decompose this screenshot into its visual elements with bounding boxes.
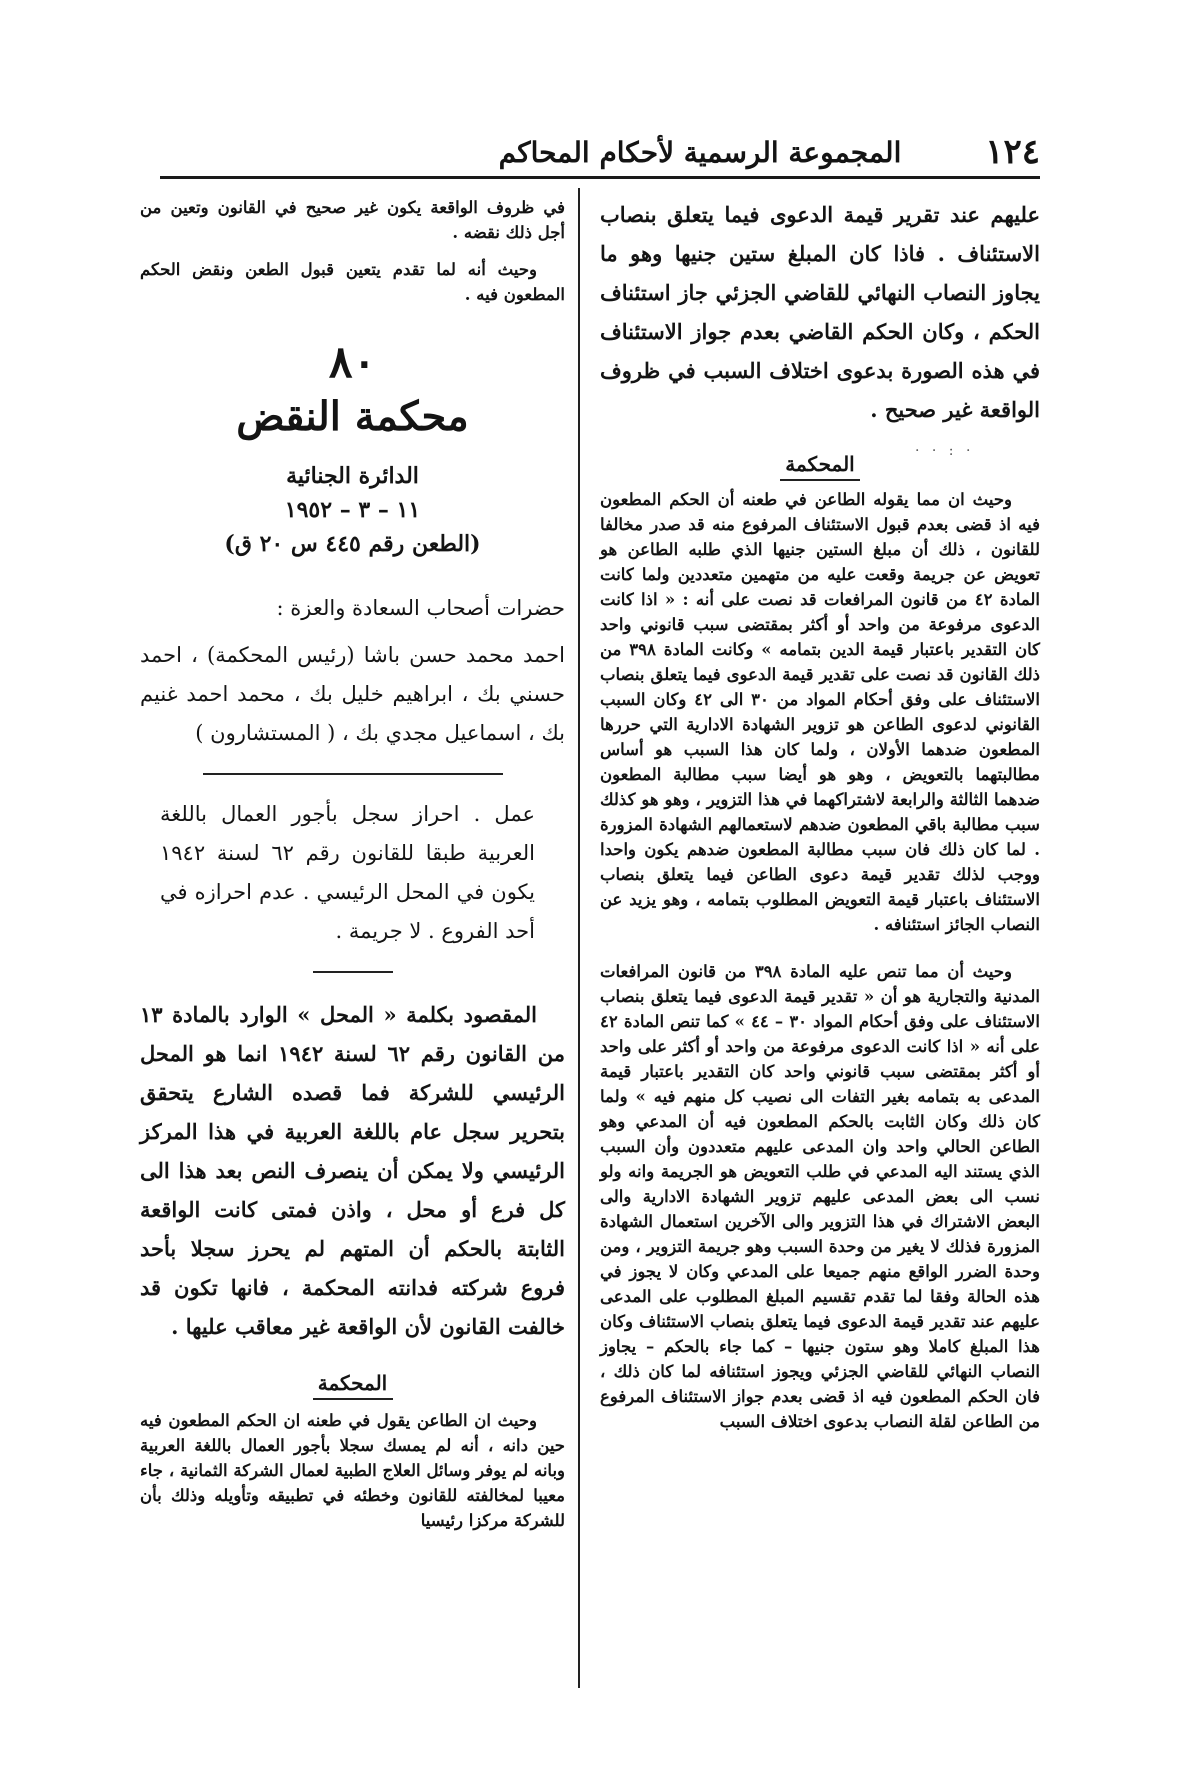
section-heading-court-2: المحكمة bbox=[317, 1371, 388, 1395]
judges-intro: حضرات أصحاب السعادة والعزة : bbox=[276, 596, 565, 620]
judgment-continuation: في ظروف الواقعة يكون غير صحيح في القانون وتعين من أجل ذلك نقضه . bbox=[140, 198, 565, 242]
left-column bbox=[140, 195, 565, 1533]
page-header bbox=[160, 132, 1040, 172]
page-number: ١٢٤ bbox=[985, 132, 1040, 172]
judgment-date: ١١ – ٣ – ١٩٥٢ bbox=[284, 497, 421, 523]
case-summary: عمل . احراز سجل بأجور العمال باللغة العربية طبقا للقانون رقم ٦٢ لسنة ١٩٤٢ يكون في المحل الرئيسي . عدم احرازه في أحد الفروع . لا جريمة . bbox=[160, 802, 535, 943]
case-number: ٨٠ bbox=[328, 337, 377, 388]
right-column bbox=[600, 195, 1040, 1434]
section-heading-court: المحكمة bbox=[785, 452, 855, 476]
final-reasoning: وحيث ان الطاعن يقول في طعنه ان الحكم المطعون فيه حين دانه ، أنه لم يمسك سجلا بأجور العمال باللغة العربية وبانه لم يوفر وسائل العلاج الطبية لعمال الشركة الثمانية ، جاء معيبا لمخالفته للقانون وخطئه في تطبيقه وتأويله وذلك بأن للشركة مركزا رئيسيا bbox=[140, 1411, 565, 1530]
reasoning-paragraph-2: وحيث أن مما تنص عليه المادة ٣٩٨ من قانون المرافعات المدنية والتجارية هو أن « تقدير قيمة الدعوى فيما يتعلق بنصاب الاستئناف على وفق أحكام المواد ٣٠ – ٤٤ » كما تنص المادة ٤٢ على أنه « اذا كانت الدعوى مرفوعة من واحد أو أكثر على واحد أو أكثر بمقتضى سبب قانوني واحد كان التقدير باعتبار قيمة المدعى به بتمامه بغير التفات الى نصيب كل منهم فيه » ولما كان ذلك وكان الثابت بالحكم المطعون فيه أن المدعي وهو الطاعن الحالي واحد وان المدعى عليهم متعددون وأن السبب الذي يستند اليه المدعي في طلب التعويض هو الجريمة وانه ولو نسب الى بعض المدعى عليهم تزوير الشهادة الادارية والى البعض الاشتراك في هذا التزوير والى الآخرين استعمال الشهادة المزورة فذلك لا يغير من وحدة السبب وهو جريمة التزوير ، ومن وحدة الضرر الواقع منهم جميعا على المدعي وكان لا يجوز في هذه الحالة وفقا لما تقدم تقسيم المبلغ المطلوب على المدعى عليهم عند تقدير قيمة الدعوى فيما يتعلق بنصاب الاستئناف وكان هذا المبلغ كاملا وهو ستون جنيها – كما جاء بالحكم – يجاوز النصاب النهائي للقاضي الجزئي ويجوز استئنافه لما كان ذلك ، فان الحكم المطعون فيه اذ قضى بعدم جواز الاستئناف المرفوع من الطاعن لقلة النصاب بدعوى اختلاف السبب bbox=[600, 962, 1040, 1431]
running-title: المجموعة الرسمية لأحكام المحاكم bbox=[498, 136, 902, 169]
scan-speckles: · · : · bbox=[915, 443, 975, 459]
header-rule bbox=[160, 176, 1040, 179]
column-divider bbox=[578, 188, 580, 1688]
legal-principle: المقصود بكلمة « المحل » الوارد بالمادة ١٣ من القانون رقم ٦٢ لسنة ١٩٤٢ انما هو المحل الرئيسي للشركة فما قصده الشارع يتحقق بتحرير سجل عام باللغة العربية في هذا المركز الرئيسي ولا يمكن أن ينصرف النص بعد هذا الى كل فرع أو محل ، واذن فمتى كانت الواقعة الثابتة بالحكم أن المتهم لم يحرز سجلا بأحد فروع شركته فدانته المحكمة ، فانها تكون قد خالفت القانون لأن الواقعة غير معاقب عليها . bbox=[140, 1002, 565, 1339]
chamber-name: الدائرة الجنائية bbox=[286, 463, 419, 489]
court-name: محكمة النقض bbox=[236, 393, 469, 440]
headnote-continuation: عليهم عند تقرير قيمة الدعوى فيما يتعلق بنصاب الاستئناف . فاذا كان المبلغ ستين جنيها وهو ما يجاوز النصاب النهائي للقاضي الجزئي جاز استئناف الحكم ، وكان الحكم القاضي بعدم جواز الاستئناف في هذه الصورة بدعوى اختلاف السبب في ظروف الواقعة غير صحيح . bbox=[600, 202, 1040, 422]
reasoning-paragraph-1: وحيث ان مما يقوله الطاعن في طعنه أن الحكم المطعون فيه اذ قضى بعدم قبول الاستئناف المرفوع منه قد صدر مخالفا للقانون ، ذلك أن مبلغ الستين جنيها الذي طلبه الطاعن هو تعويض عن جريمة وقعت عليه من متهمين متعددين ولما كانت المادة ٤٢ من قانون المرافعات قد نصت على أنه : « اذا كانت الدعوى مرفوعة من واحد أو أكثر بمقتضى سبب قانوني واحد كان التقدير باعتبار قيمة الدين بتمامه » وكانت المادة ٣٩٨ من ذلك القانون قد نصت على تقدير قيمة الدعوى فيما يتعلق بنصاب الاستئناف على وفق أحكام المواد من ٣٠ الى ٤٢ وكان السبب القانوني لدعوى الطاعن هو تزوير الشهادة الادارية التي حررها المطعون ضدهما الأولان ، ولما كان هذا السبب هو أساس مطالبتهما بالتعويض ، وهو هو أيضا سبب مطالبة المطعون ضدهما الثالثة والرابعة لاشتراكهما في هذا التزوير ، وهو هو كذلك سبب مطالبة باقي المطعون ضدهم لاستعمالهم الشهادة المزورة . لما كان ذلك فان سبب مطالبة المطعون ضدهم يكون واحدا ووجب لذلك تقدير قيمة دعوى الطاعن فيما يتعلق بنصاب الاستئناف باعتبار قيمة التعويض المطلوب بتمامه ، وهو يزيد عن النصاب الجائز استئنافه . bbox=[600, 490, 1041, 934]
judges-list: احمد محمد حسن باشا (رئيس المحكمة) ، احمد حسني بك ، ابراهيم خليل بك ، محمد احمد غنيم بك ، اسماعيل مجدي بك ، ( المستشارون ) bbox=[140, 643, 565, 745]
judgment-conclusion: وحيث أنه لما تقدم يتعين قبول الطعن ونقض الحكم المطعون فيه . bbox=[140, 260, 565, 304]
appeal-reference: (الطعن رقم ٤٤٥ س ٢٠ ق) bbox=[224, 531, 481, 557]
